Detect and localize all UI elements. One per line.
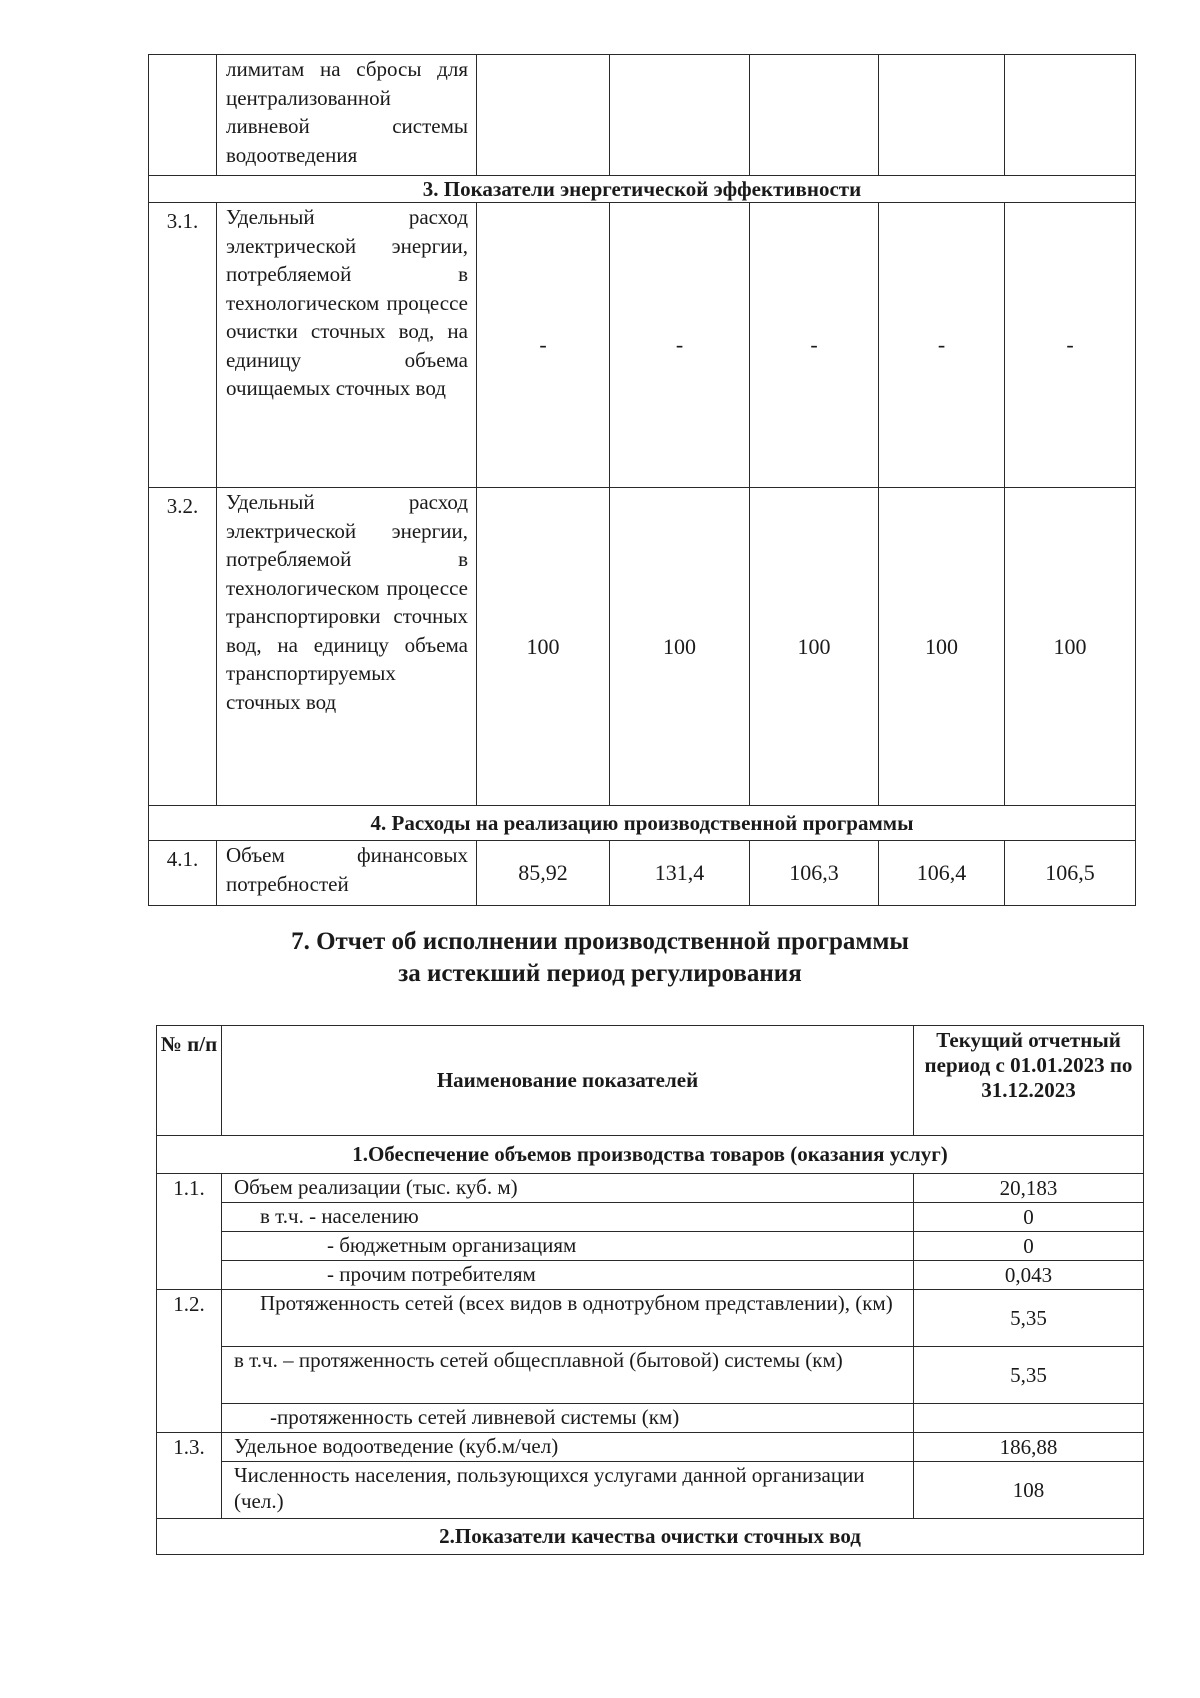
section-row [149, 176, 1136, 203]
header-row [157, 1026, 1144, 1136]
value-cell: - [610, 203, 750, 488]
section-heading: 3. Показатели энергетической эффективности [149, 176, 1136, 203]
indicator-value: 20,183 [914, 1174, 1144, 1203]
row-number: 1.2. [157, 1290, 222, 1347]
row-number [157, 1404, 222, 1433]
indicator-value: 186,88 [914, 1433, 1144, 1462]
row-number [157, 1203, 222, 1232]
indicator-name: в т.ч. – протяженность сетей общесплавной (бытовой) системы (км) [222, 1347, 914, 1404]
section-row [149, 806, 1136, 841]
row-number-cell [149, 55, 217, 176]
indicator-value: 0,043 [914, 1261, 1144, 1290]
table-row [157, 1347, 1144, 1404]
table-row [149, 488, 1136, 806]
value-cell [477, 55, 610, 176]
indicator-value: 0 [914, 1203, 1144, 1232]
indicator-name: -протяженность сетей ливневой системы (км) [222, 1404, 914, 1433]
value-cell [610, 55, 750, 176]
table-row [149, 203, 1136, 488]
row-number [157, 1462, 222, 1519]
indicator-name: Удельный расход электрической энергии, потребляемой в технологическом процессе очистки сточных вод, на единицу объема очищаемых сточных вод [217, 203, 477, 488]
value-cell: 131,4 [610, 841, 750, 906]
section-heading: 2.Показатели качества очистки сточных вод [157, 1519, 1144, 1555]
value-cell: - [750, 203, 879, 488]
table-row [149, 841, 1136, 906]
table-row [149, 55, 1136, 176]
section-heading: 4. Расходы на реализацию производственной программы [149, 806, 1136, 841]
row-number [157, 1347, 222, 1404]
indicator-value [914, 1404, 1144, 1433]
row-number: 1.3. [157, 1433, 222, 1462]
indicator-name: Численность населения, пользующихся услугами данной организации (чел.) [222, 1462, 914, 1519]
value-cell: 106,5 [1005, 841, 1136, 906]
row-number [157, 1232, 222, 1261]
indicator-value: 5,35 [914, 1347, 1144, 1404]
value-cell: - [879, 203, 1005, 488]
indicator-value: 0 [914, 1232, 1144, 1261]
column-header-name: Наименование показателей [222, 1026, 914, 1136]
value-cell [879, 55, 1005, 176]
value-cell: 100 [750, 488, 879, 806]
report-title-line2: за истекший период регулирования [398, 960, 802, 987]
value-cell: 106,3 [750, 841, 879, 906]
value-cell: 100 [1005, 488, 1136, 806]
indicator-name: Удельное водоотведение (куб.м/чел) [222, 1433, 914, 1462]
row-number: 3.2. [149, 488, 217, 806]
table-row [157, 1433, 1144, 1462]
column-header-number: № п/п [157, 1026, 222, 1136]
indicator-name: Протяженность сетей (всех видов в однотрубном представлении), (км) [222, 1290, 914, 1347]
report-title-line1: 7. Отчет об исполнении производственной программы [291, 928, 909, 955]
value-cell [750, 55, 879, 176]
value-cell: 100 [879, 488, 1005, 806]
table-row [157, 1462, 1144, 1519]
table-row [157, 1290, 1144, 1347]
row-number [157, 1261, 222, 1290]
row-number: 4.1. [149, 841, 217, 906]
indicators-table-continued [148, 54, 1136, 906]
section-row [157, 1136, 1144, 1174]
column-header-period: Текущий отчетный период с 01.01.2023 по 31.12.2023 [914, 1026, 1144, 1136]
table-row [157, 1404, 1144, 1433]
indicator-name: Объем реализации (тыс. куб. м) [222, 1174, 914, 1203]
indicator-name: лимитам на сбросы для централизованной ливневой системы водоотведения [217, 55, 477, 176]
table-row [157, 1174, 1144, 1203]
value-cell: 106,4 [879, 841, 1005, 906]
value-cell: 100 [477, 488, 610, 806]
value-cell [1005, 55, 1136, 176]
indicator-name: - бюджетным организациям [222, 1232, 914, 1261]
indicator-name: Удельный расход электрической энергии, потребляемой в технологическом процессе транспортировки сточных вод, на единицу объема транспортируемых сточных вод [217, 488, 477, 806]
table-row [157, 1232, 1144, 1261]
value-cell: - [477, 203, 610, 488]
report-title [0, 926, 1200, 990]
section-row [157, 1519, 1144, 1555]
table-row [157, 1203, 1144, 1232]
table-row [157, 1261, 1144, 1290]
row-number: 1.1. [157, 1174, 222, 1203]
indicator-value: 108 [914, 1462, 1144, 1519]
value-cell: 100 [610, 488, 750, 806]
indicator-name: - прочим потребителям [222, 1261, 914, 1290]
indicator-name: в т.ч. - населению [222, 1203, 914, 1232]
row-number: 3.1. [149, 203, 217, 488]
value-cell: 85,92 [477, 841, 610, 906]
section-heading: 1.Обеспечение объемов производства товаров (оказания услуг) [157, 1136, 1144, 1174]
report-table [156, 1025, 1144, 1555]
indicator-value: 5,35 [914, 1290, 1144, 1347]
value-cell: - [1005, 203, 1136, 488]
indicator-name: Объем финансовых потребностей [217, 841, 477, 906]
